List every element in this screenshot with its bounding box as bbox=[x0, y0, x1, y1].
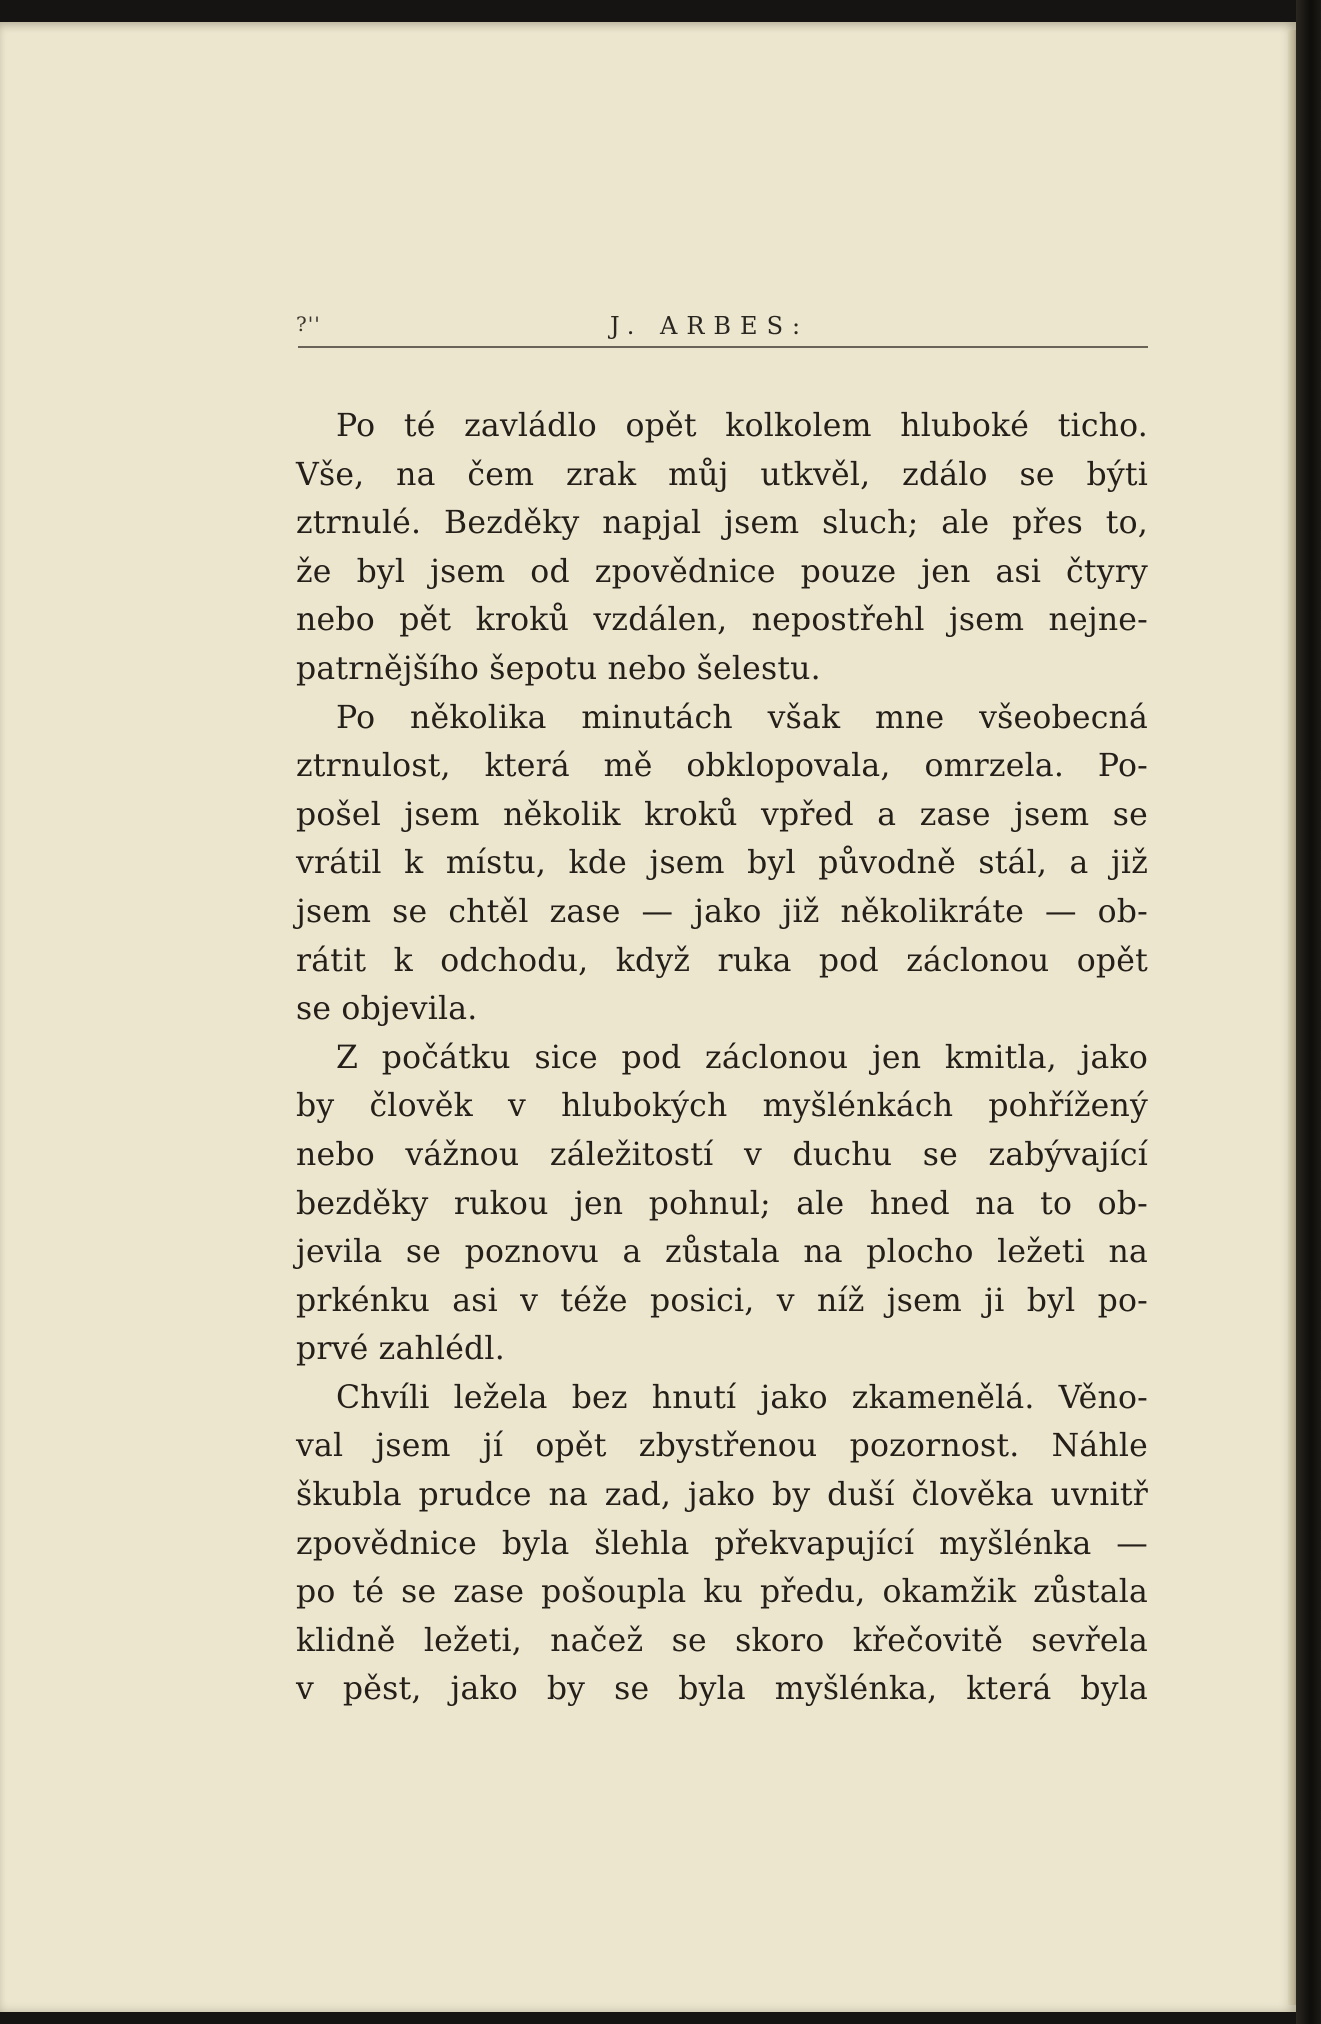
text-line: že byl jsem od zpovědnice pouze jen asi čtyry bbox=[296, 553, 1148, 590]
text-line: ztrnulé. Bezděky napjal jsem sluch; ale přes to, bbox=[296, 505, 1148, 542]
text-line: vrátil k místu, kde jsem byl původně stál, a již bbox=[296, 845, 1148, 882]
text-line: jsem se chtěl zase — jako již několikráte — ob- bbox=[296, 893, 1148, 930]
page-number: ?'' bbox=[296, 312, 321, 336]
text-line: Chvíli ležela bez hnutí jako zkamenělá. Věno- bbox=[336, 1379, 1148, 1416]
text-line: se objevila. bbox=[296, 991, 478, 1028]
text-line: nebo vážnou záležitostí v duchu se zabývající bbox=[296, 1136, 1148, 1173]
text-line: by člověk v hlubokých myšlénkách pohřížený bbox=[296, 1088, 1148, 1125]
text-line: v pěst, jako by se byla myšlénka, která byla bbox=[296, 1671, 1148, 1708]
text-line: škubla prudce na zad, jako by duší člověka uvnitř bbox=[296, 1477, 1148, 1514]
text-line: bezděky rukou jen pohnul; ale hned na to ob- bbox=[296, 1185, 1148, 1222]
text-line: Po té zavládlo opět kolkolem hluboké ticho. bbox=[336, 408, 1148, 444]
body-text bbox=[296, 402, 1148, 1714]
text-line: val jsem jí opět zbystřenou pozornost. Náhle bbox=[296, 1428, 1148, 1465]
text-line: po té se zase pošoupla ku předu, okamžik zůstala bbox=[296, 1574, 1148, 1611]
running-head: J. ARBES: bbox=[610, 312, 810, 340]
header-rule bbox=[298, 346, 1148, 348]
text-line: prvé zahlédl. bbox=[296, 1331, 505, 1368]
book-spine bbox=[1296, 0, 1321, 2024]
text-line: Vše, na čem zrak můj utkvěl, zdálo se býti bbox=[296, 456, 1148, 493]
text-line: zpovědnice byla šlehla překvapující myšlénka — bbox=[296, 1525, 1148, 1562]
text-line: jevila se poznovu a zůstala na plocho ležeti na bbox=[296, 1234, 1148, 1271]
text-line: pošel jsem několik kroků vpřed a zase jsem se bbox=[296, 796, 1148, 833]
text-line: prkénku asi v téže posici, v níž jsem ji byl po- bbox=[296, 1282, 1148, 1319]
page-header bbox=[296, 312, 1148, 352]
text-line: patrnějšího šepotu nebo šelestu. bbox=[296, 650, 821, 687]
text-line: rátit k odchodu, když ruka pod záclonou opět bbox=[296, 942, 1148, 979]
text-line: Po několika minutách však mne všeobecná bbox=[336, 699, 1148, 736]
text-line: klidně ležeti, načež se skoro křečovitě sevřela bbox=[296, 1622, 1148, 1659]
text-line: ztrnulost, která mě obklopovala, omrzela. Po- bbox=[296, 748, 1148, 785]
text-line: Z počátku sice pod záclonou jen kmitla, jako bbox=[336, 1039, 1148, 1076]
text-line: nebo pět kroků vzdálen, nepostřehl jsem nejne- bbox=[296, 602, 1148, 639]
